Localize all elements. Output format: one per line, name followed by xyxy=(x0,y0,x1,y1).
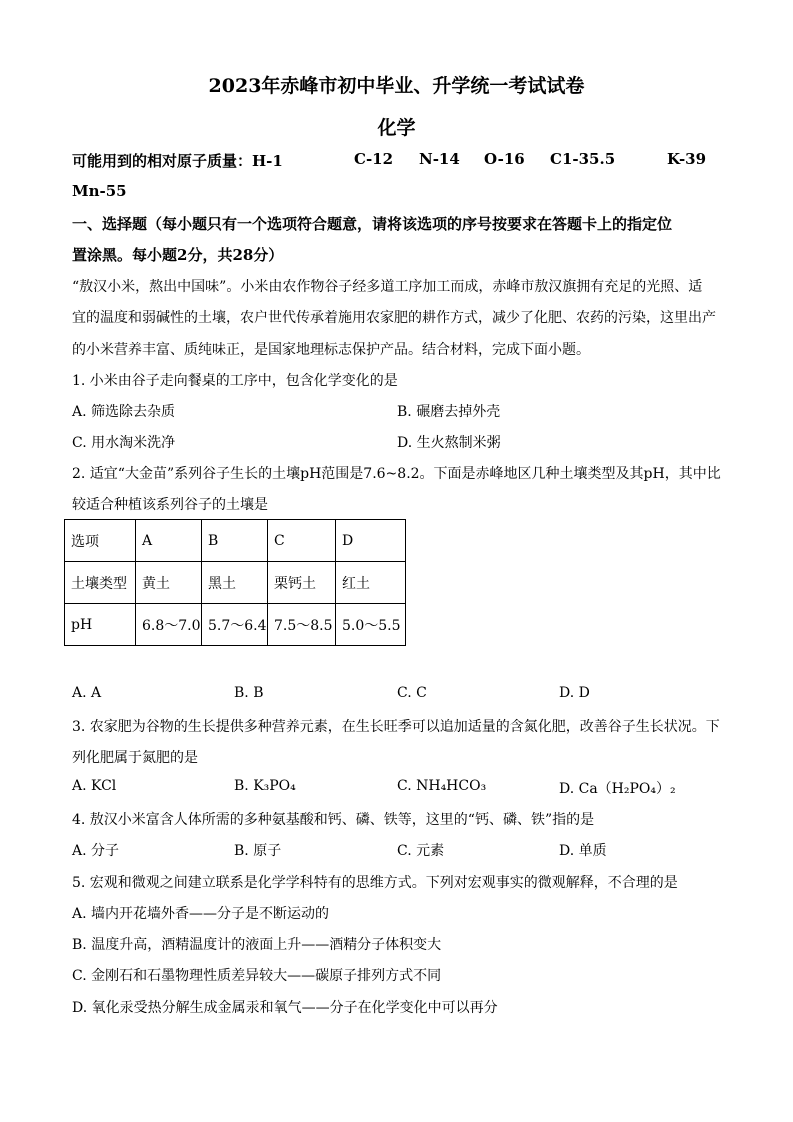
q2-option-a: A. A xyxy=(72,685,102,701)
q3-option-d: D. Ca（H₂PO₄）₂ xyxy=(559,781,676,797)
atomic-mass-cl: C1-35.5 xyxy=(550,150,616,168)
q2-stem-line2: 较适合种植该系列谷子的土壤是 xyxy=(72,497,268,513)
q5-option-d: D. 氧化汞受热分解生成金属汞和氧气——分子在化学变化中可以再分 xyxy=(72,1000,498,1016)
table-cell: 黄土 xyxy=(136,562,202,604)
q1-stem: 1. 小米由谷子走向餐桌的工序中，包含化学变化的是 xyxy=(72,373,398,389)
section-heading-line1: 一、选择题（每小题只有一个选项符合题意，请将该选项的序号按要求在答题卡上的指定位 xyxy=(72,215,673,233)
atomic-mass-k: K-39 xyxy=(667,150,707,168)
atomic-mass-n: N-14 xyxy=(419,150,460,168)
q2-option-b: B. B xyxy=(234,685,264,701)
q3-stem-line1: 3. 农家肥为谷物的生长提供多种营养元素，在生长旺季可以追加适量的含氮化肥，改善谷子生长状况。下 xyxy=(72,719,720,735)
q4-option-b: B. 原子 xyxy=(234,843,282,859)
atomic-mass-o: O-16 xyxy=(484,150,525,168)
table-cell: A xyxy=(136,520,202,562)
q1-option-a: A. 筛选除去杂质 xyxy=(72,404,176,420)
table-cell: pH xyxy=(65,604,136,646)
subject-title: 化学 xyxy=(377,117,416,139)
q3-option-a: A. KCl xyxy=(72,778,117,794)
section-heading-line2: 置涂黑。每小题2分，共28分） xyxy=(72,246,284,264)
table-cell: 栗钙土 xyxy=(268,562,336,604)
table-row xyxy=(65,562,406,604)
table-row xyxy=(65,604,406,646)
atomic-mass-mn: Mn-55 xyxy=(72,182,127,200)
passage-line: “敖汉小米，熬出中国味”。小米由农作物谷子经多道工序加工而成，赤峰市敖汉旗拥有充足的光照、适 xyxy=(72,279,703,295)
exam-title: 2023年赤峰市初中毕业、升学统一考试试卷 xyxy=(208,75,585,97)
table-cell: B xyxy=(202,520,268,562)
q4-option-c: C. 元素 xyxy=(397,843,445,859)
q2-option-c: C. C xyxy=(397,685,427,701)
table-cell: 5.7～6.4 xyxy=(202,604,268,646)
q2-stem-line1: 2. 适宜“大金苗”系列谷子生长的土壤pH范围是7.6~8.2。下面是赤峰地区几种土壤类型及其pH，其中比 xyxy=(72,466,721,482)
table-cell: 黑土 xyxy=(202,562,268,604)
q1-option-c: C. 用水淘米洗净 xyxy=(72,435,176,451)
table-cell: 6.8～7.0 xyxy=(136,604,202,646)
q4-stem: 4. 敖汉小米富含人体所需的多种氨基酸和钙、磷、铁等，这里的“钙、磷、铁”指的是 xyxy=(72,812,595,828)
table-cell: 选项 xyxy=(65,520,136,562)
soil-ph-table xyxy=(64,519,406,646)
atomic-mass-c: C-12 xyxy=(354,150,394,168)
q5-stem: 5. 宏观和微观之间建立联系是化学学科特有的思维方式。下列对宏观事实的微观解释，不合理的是 xyxy=(72,875,678,891)
passage-line: 的小米营养丰富、质纯味正，是国家地理标志保护产品。结合材料，完成下面小题。 xyxy=(72,342,590,358)
q4-option-d: D. 单质 xyxy=(559,843,607,859)
table-cell: 7.5～8.5 xyxy=(268,604,336,646)
table-cell: D xyxy=(336,520,406,562)
table-cell: 土壤类型 xyxy=(65,562,136,604)
atomic-mass-label: 可能用到的相对原子质量：H-1 xyxy=(72,152,283,170)
q3-stem-line2: 列化肥属于氮肥的是 xyxy=(72,750,198,766)
q5-option-b: B. 温度升高，酒精温度计的液面上升——酒精分子体积变大 xyxy=(72,937,442,953)
q4-option-a: A. 分子 xyxy=(72,843,120,859)
table-cell: 5.0～5.5 xyxy=(336,604,406,646)
q3-option-b: B. K₃PO₄ xyxy=(234,778,296,794)
q1-option-b: B. 碾磨去掉外壳 xyxy=(397,404,501,420)
table-cell: 红土 xyxy=(336,562,406,604)
q3-option-c: C. NH₄HCO₃ xyxy=(397,778,487,794)
table-cell: C xyxy=(268,520,336,562)
q2-option-d: D. D xyxy=(559,685,590,701)
q5-option-a: A. 墙内开花墙外香——分子是不断运动的 xyxy=(72,906,330,922)
q1-option-d: D. 生火熬制米粥 xyxy=(397,435,501,451)
table-row xyxy=(65,520,406,562)
q5-option-c: C. 金刚石和石墨物理性质差异较大——碳原子排列方式不同 xyxy=(72,968,442,984)
passage-line: 宜的温度和弱碱性的土壤，农户世代传承着施用农家肥的耕作方式，减少了化肥、农药的污染，这里出产 xyxy=(72,310,716,326)
